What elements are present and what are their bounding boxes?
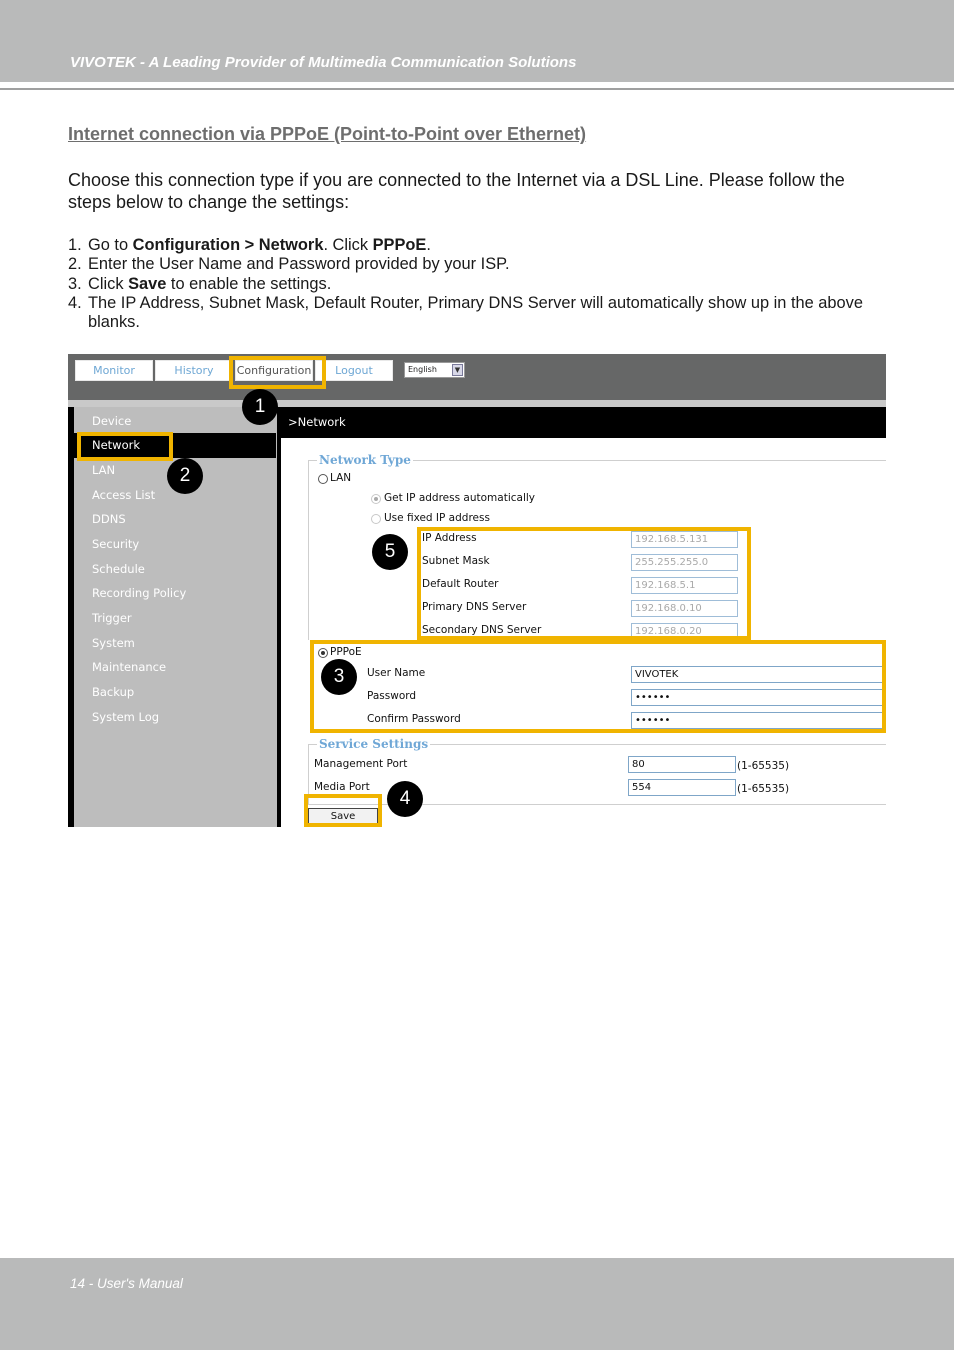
management-port-field[interactable]: 80 [628,756,736,773]
primary-dns-field[interactable]: 192.168.0.10 [631,600,738,617]
highlight-pppoe [310,640,886,733]
password-label: Password [367,690,417,702]
step-badge-2: 2 [167,458,203,494]
auto-ip-label: Get IP address automatically [384,492,535,504]
network-type-legend: Network Type [319,453,411,467]
sidebar-item-lan[interactable]: LAN [92,463,116,477]
tab-history[interactable]: History [155,360,233,381]
media-port-label: Media Port [314,781,370,793]
footer-band [0,1258,954,1350]
fixed-ip-radio[interactable] [371,514,381,524]
step-badge-3: 3 [321,659,357,695]
chevron-down-icon: ▼ [452,364,463,376]
sidebar-item-schedule[interactable]: Schedule [92,562,145,576]
sidebar-item-system-log[interactable]: System Log [92,710,160,724]
highlight-network [77,432,173,461]
highlight-configuration [229,356,326,389]
confirm-password-label: Confirm Password [367,713,461,725]
media-port-range: (1-65535) [737,783,790,795]
ip-address-label: IP Address [422,532,477,544]
sidebar-item-security[interactable]: Security [92,537,140,551]
section-title: Internet connection via PPPoE (Point-to-Point over Ethernet) [68,124,587,144]
step-3: 3. Click Save to enable the settings. [68,274,332,293]
steps-list [68,236,888,332]
fieldset-border [308,460,309,640]
secondary-dns-label: Secondary DNS Server [422,624,542,636]
ip-address-field[interactable]: 192.168.5.131 [631,531,738,548]
breadcrumb: >Network [288,415,346,429]
media-port-field[interactable]: 554 [628,779,736,796]
step-4: 4. The IP Address, Subnet Mask, Default Router, Primary DNS Server will automatically show up in the above blanks. [68,293,863,332]
step-badge-4: 4 [387,781,423,817]
user-name-field[interactable]: VIVOTEK [631,666,886,683]
breadcrumb-bar [281,407,886,438]
primary-dns-label: Primary DNS Server [422,601,527,613]
pppoe-label: PPPoE [330,646,362,658]
step-2: 2. Enter the User Name and Password provided by your ISP. [68,255,510,274]
step-badge-5: 5 [372,534,408,570]
lan-radio[interactable] [318,474,328,484]
sidebar-item-access-list[interactable]: Access List [92,488,156,502]
sidebar-item-maintenance[interactable]: Maintenance [92,660,167,674]
sidebar-item-trigger[interactable]: Trigger [92,611,132,625]
auto-ip-radio[interactable] [371,494,381,504]
sidebar-item-network[interactable]: Network [92,438,141,452]
sidebar-item-ddns[interactable]: DDNS [92,512,126,526]
management-port-range: (1-65535) [737,760,790,772]
save-button[interactable]: Save [308,808,378,826]
tab-configuration[interactable]: Configuration [235,360,313,381]
default-router-label: Default Router [422,578,499,590]
tab-monitor[interactable]: Monitor [75,360,153,381]
sidebar-item-recording-policy[interactable]: Recording Policy [92,586,187,600]
toolbar-strip [68,400,886,407]
lan-label: LAN [330,472,352,484]
user-name-label: User Name [367,667,426,679]
fixed-ip-label: Use fixed IP address [384,512,490,524]
sidebar-item-backup[interactable]: Backup [92,685,135,699]
default-router-field[interactable]: 192.168.5.1 [631,577,738,594]
intro-paragraph: Choose this connection type if you are connected to the Internet via a DSL Line. Please follow the steps below to change the settings: [68,170,845,212]
sidebar-item-device[interactable]: Device [92,414,132,428]
step-badge-1: 1 [242,389,278,425]
secondary-dns-field[interactable]: 192.168.0.20 [631,623,738,640]
subnet-mask-field[interactable]: 255.255.255.0 [631,554,738,571]
step-1: 1. Go to Configuration > Network. Click PPPoE. [68,236,431,254]
top-toolbar [68,354,886,400]
service-settings-legend: Service Settings [319,737,429,751]
highlight-save [304,794,382,827]
network-config-screenshot [68,354,886,827]
highlight-ip-fields [417,527,751,640]
password-field[interactable]: •••••• [631,689,886,706]
header-title: VIVOTEK - A Leading Provider of Multimedia Communication Solutions [70,54,577,71]
tab-logout[interactable]: Logout [315,360,393,381]
header-rule [0,88,954,90]
sidebar-item-system[interactable]: System [92,636,135,650]
confirm-password-field[interactable]: •••••• [631,712,886,729]
language-select[interactable]: English ▼ [404,362,465,378]
footer-page-label: 14 - User's Manual [70,1276,183,1291]
management-port-label: Management Port [314,758,408,770]
subnet-mask-label: Subnet Mask [422,555,490,567]
